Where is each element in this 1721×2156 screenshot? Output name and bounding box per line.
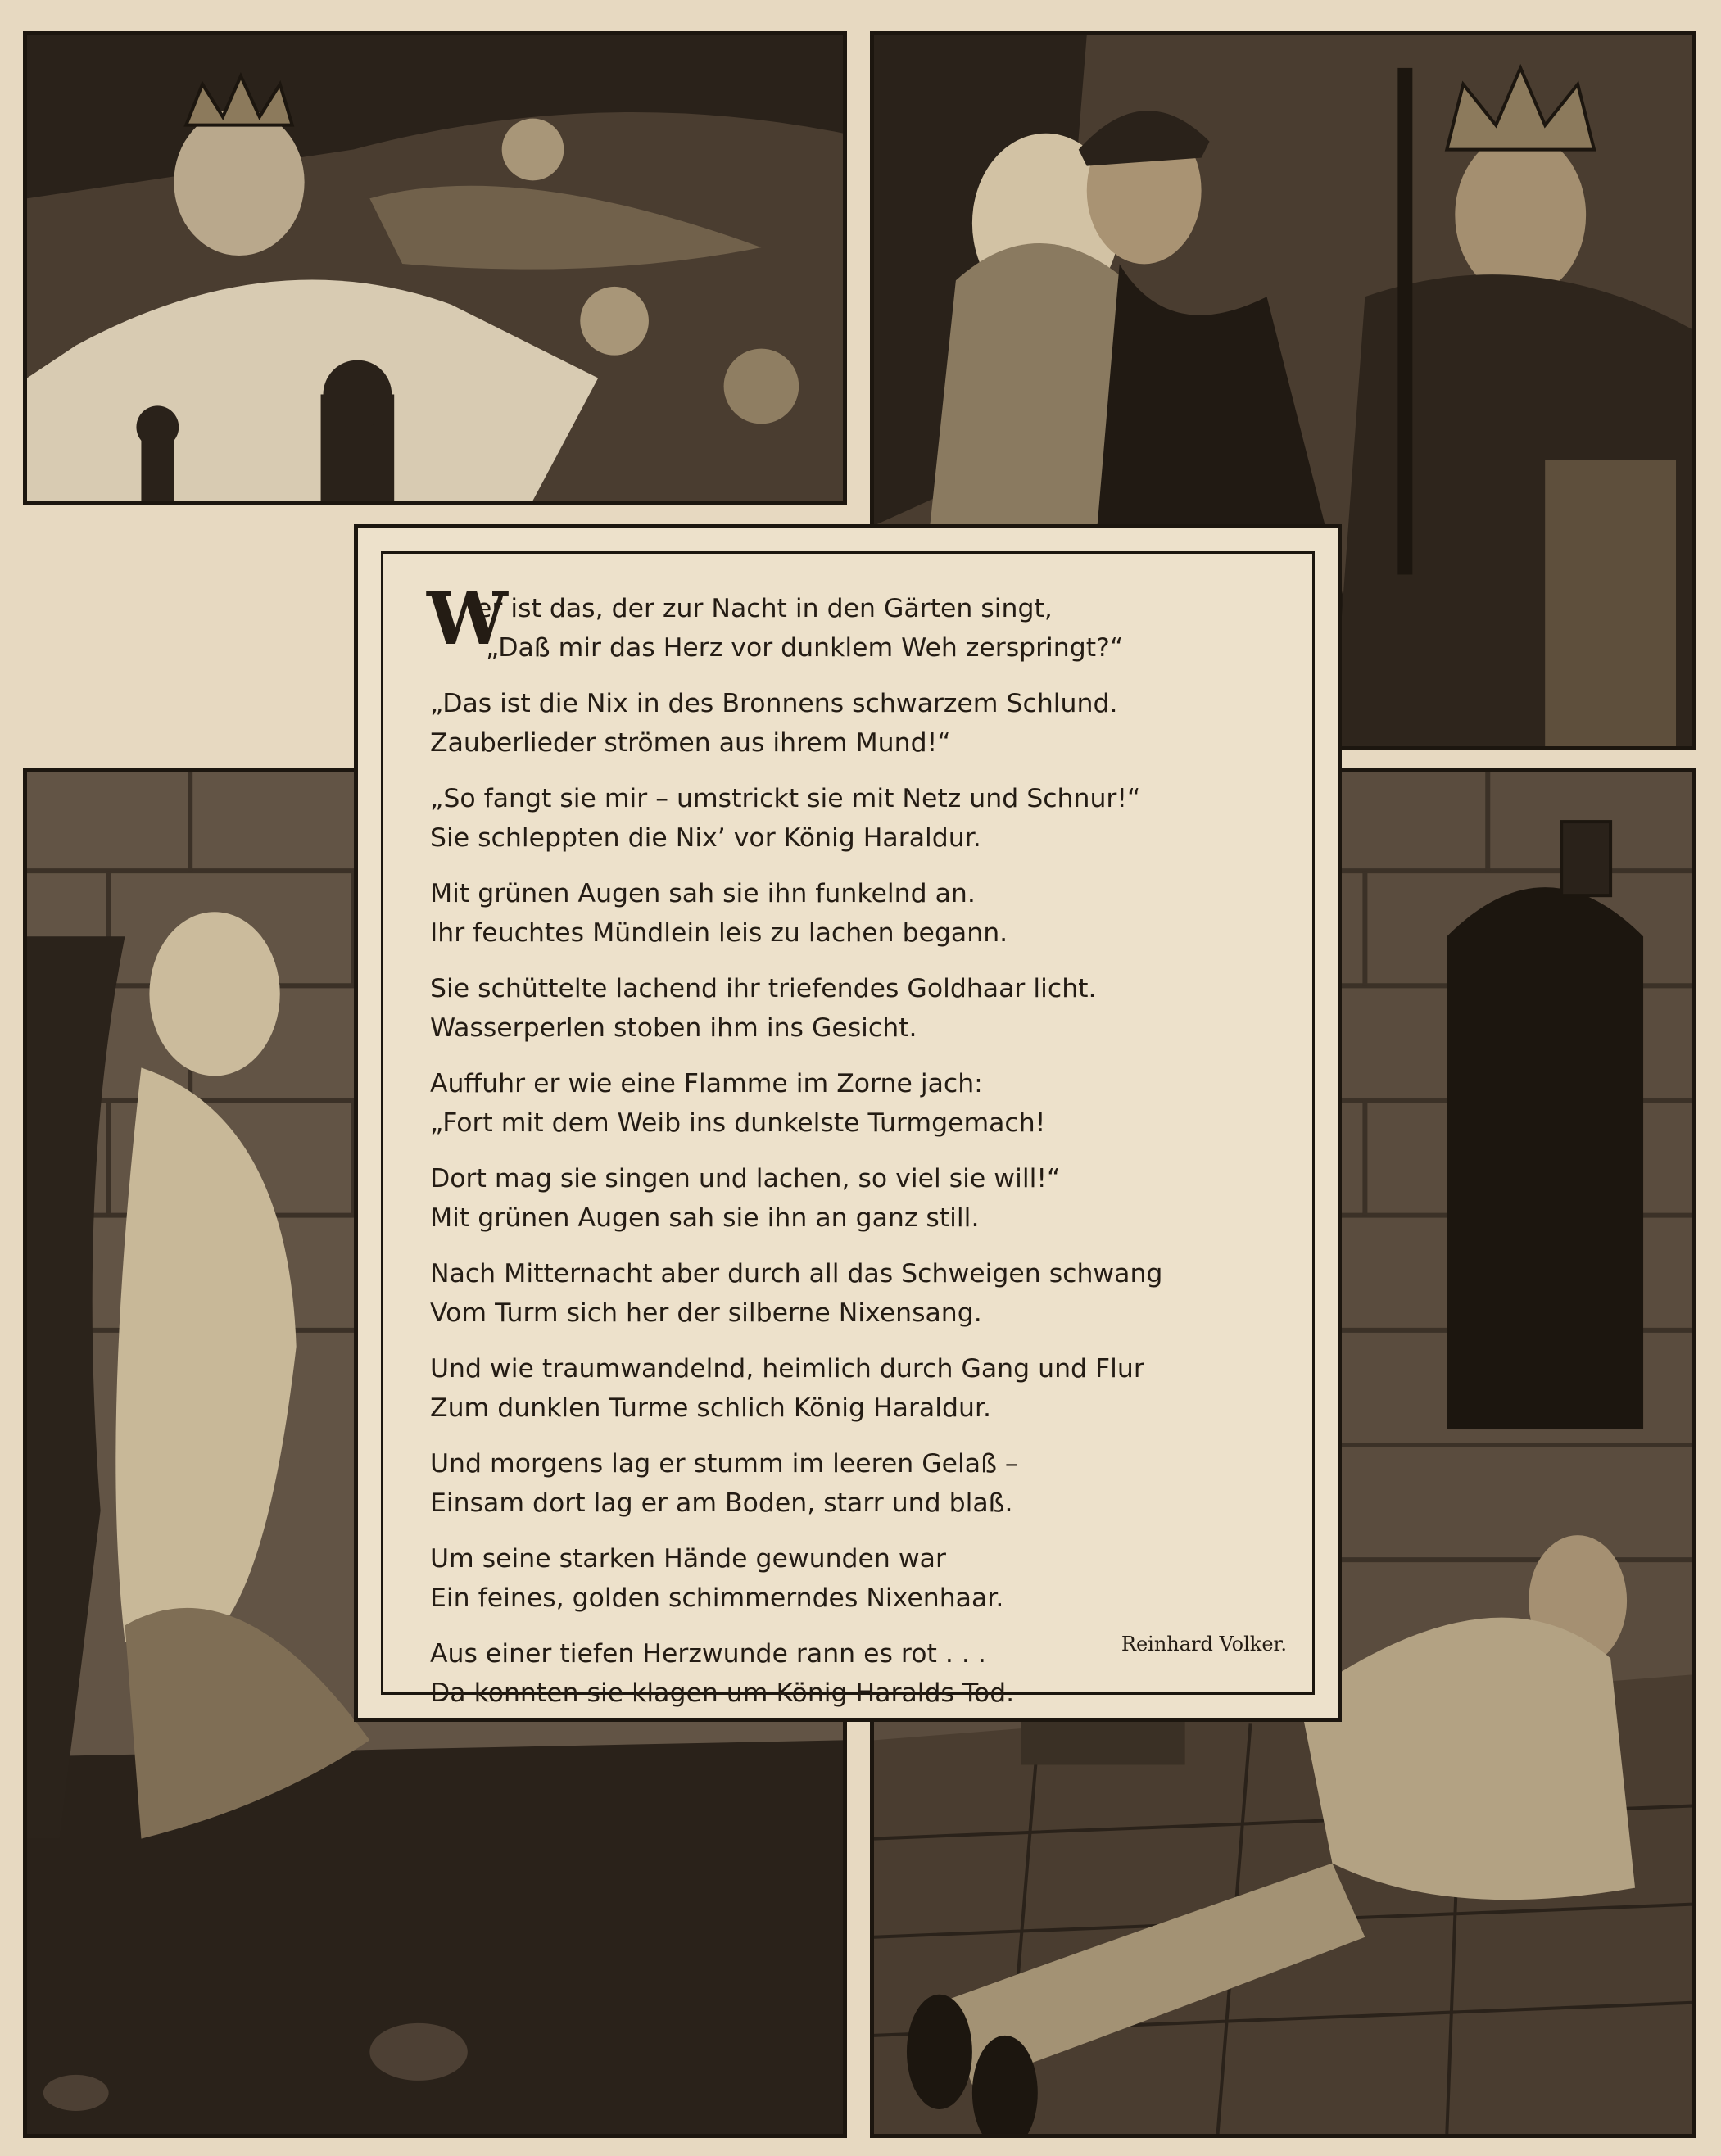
poem-line: Auffuhr er wie eine Flamme im Zorne jach: bbox=[430, 1069, 983, 1098]
stanza-5 bbox=[430, 969, 1288, 1048]
poem-line: Aus einer tiefen Herzwunde rann es rot . . . bbox=[430, 1639, 986, 1669]
poem-line: Einsam dort lag er am Boden, starr und blaß. bbox=[430, 1488, 1013, 1518]
poem-line: „So fangt sie mir – umstrickt sie mit Netz und Schnur!“ bbox=[430, 784, 1141, 813]
author-signature: Reinhard Volker. bbox=[1121, 1633, 1287, 1656]
poem-line: Mit grünen Augen sah sie ihn an ganz still. bbox=[430, 1203, 980, 1233]
poem-line: Sie schüttelte lachend ihr triefendes Goldhaar licht. bbox=[430, 974, 1097, 1003]
poem-line: Und wie traumwandelnd, heimlich durch Gang und Flur bbox=[430, 1354, 1144, 1384]
poem-line: „Das ist die Nix in des Bronnens schwarzem Schlund. bbox=[430, 689, 1118, 718]
stanza-8 bbox=[430, 1254, 1288, 1333]
poem-line: Ein feines, golden schimmerndes Nixenhaar. bbox=[430, 1583, 1004, 1613]
poem-line: Wasserperlen stoben ihm ins Gesicht. bbox=[430, 1013, 917, 1043]
poem-line: „Fort mit dem Weib ins dunkelste Turmgemach! bbox=[430, 1108, 1046, 1138]
drop-cap-initial: W bbox=[427, 576, 508, 661]
poem-line: „Daß mir das Herz vor dunklem Weh zerspringt?“ bbox=[486, 633, 1124, 663]
stanza-6 bbox=[430, 1064, 1288, 1143]
stanza-11 bbox=[430, 1539, 1288, 1618]
illustration-king-in-bed bbox=[23, 31, 847, 505]
poem-line-wrapper bbox=[430, 628, 1288, 668]
poem-line: er ist das, der zur Nacht in den Gärten singt, bbox=[476, 594, 1053, 623]
poem-frame bbox=[354, 524, 1342, 1722]
stanza-2 bbox=[430, 684, 1288, 763]
poem-line: Dort mag sie singen und lachen, so viel sie will!“ bbox=[430, 1164, 1061, 1194]
stanza-10 bbox=[430, 1444, 1288, 1523]
poem-line: Da konnten sie klagen um König Haralds Tod. bbox=[430, 1678, 1015, 1708]
poem-line: Nach Mitternacht aber durch all das Schweigen schwang bbox=[430, 1259, 1163, 1289]
poem-line: Zum dunklen Turme schlich König Haraldur. bbox=[430, 1393, 992, 1423]
poem-line: Und morgens lag er stumm im leeren Gelaß – bbox=[430, 1449, 1018, 1479]
poem-line: Zauberlieder strömen aus ihrem Mund!“ bbox=[430, 728, 951, 758]
poem-line: Mit grünen Augen sah sie ihn funkelnd an. bbox=[430, 879, 976, 908]
stanza-9 bbox=[430, 1349, 1288, 1428]
poem-text bbox=[427, 576, 1288, 1729]
poem-line: Vom Turm sich her der silberne Nixensang. bbox=[430, 1298, 982, 1328]
stanza-7 bbox=[430, 1159, 1288, 1238]
stanza-4 bbox=[430, 874, 1288, 953]
stanza-3 bbox=[430, 779, 1288, 858]
poem-line: Ihr feuchtes Mündlein leis zu lachen begann. bbox=[430, 918, 1008, 948]
poem-line: Um seine starken Hände gewunden war bbox=[430, 1544, 946, 1574]
stanza-1 bbox=[427, 576, 1288, 668]
poem-line: Sie schleppten die Nix’ vor König Haraldur. bbox=[430, 823, 981, 853]
